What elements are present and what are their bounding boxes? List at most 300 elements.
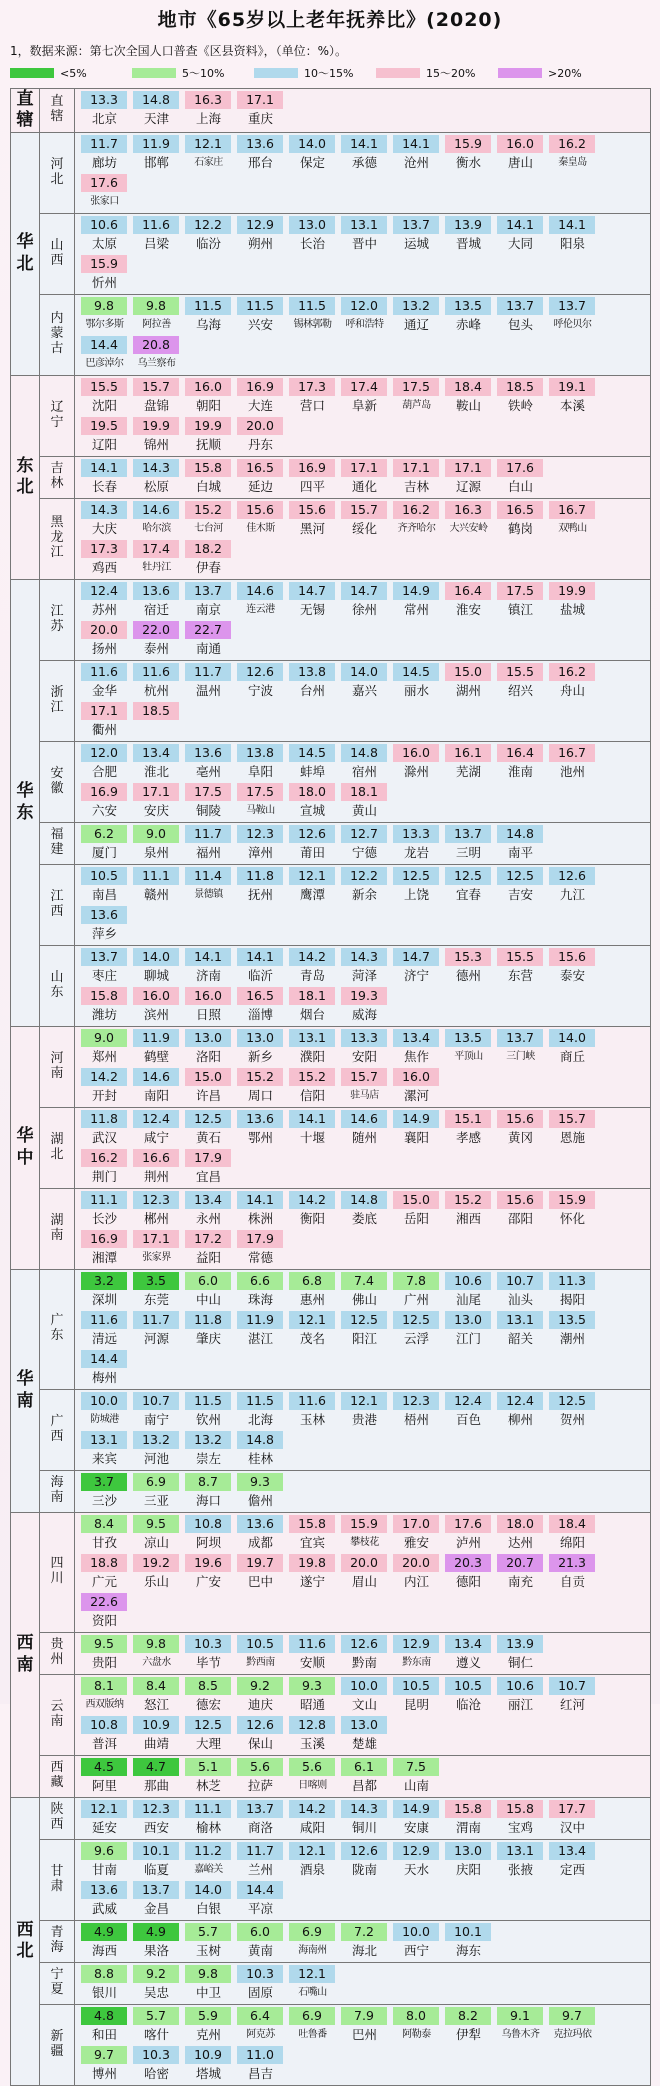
city-name: 郑州 bbox=[91, 1048, 117, 1064]
city-name: 白山 bbox=[507, 478, 533, 494]
city-item bbox=[339, 215, 390, 254]
city-item bbox=[443, 1190, 494, 1229]
city-item bbox=[131, 1514, 182, 1553]
ratio-value: 17.1 bbox=[133, 783, 179, 801]
city-item bbox=[79, 782, 130, 821]
province-row bbox=[11, 1107, 651, 1188]
ratio-value: 9.3 bbox=[237, 1473, 283, 1491]
legend-item bbox=[376, 65, 498, 81]
city-name: 张掖 bbox=[507, 1861, 533, 1877]
city-grid bbox=[79, 662, 650, 740]
city-item bbox=[547, 1799, 598, 1838]
city-name: 珠海 bbox=[247, 1291, 273, 1307]
ratio-value: 11.4 bbox=[185, 867, 231, 885]
city-item bbox=[391, 1634, 442, 1673]
ratio-value: 17.5 bbox=[393, 378, 439, 396]
city-grid bbox=[79, 377, 650, 455]
city-name: 吉安 bbox=[507, 886, 533, 902]
ratio-value: 13.6 bbox=[133, 582, 179, 600]
city-name: 巴中 bbox=[247, 1573, 273, 1589]
ratio-value: 5.1 bbox=[185, 1758, 231, 1776]
legend-label: 10～15% bbox=[304, 67, 354, 80]
city-name: 鹤壁 bbox=[143, 1048, 169, 1064]
city-name: 巴州 bbox=[351, 2026, 377, 2042]
city-item bbox=[79, 1514, 130, 1553]
ratio-value: 9.6 bbox=[81, 1842, 127, 1860]
city-item bbox=[235, 1880, 286, 1919]
city-name: 天水 bbox=[403, 1861, 429, 1877]
city-item bbox=[183, 1310, 234, 1349]
ratio-value: 12.5 bbox=[185, 1110, 231, 1128]
ratio-value: 18.4 bbox=[549, 1515, 595, 1533]
ratio-value: 12.3 bbox=[133, 1191, 179, 1209]
province-name: 广 西 bbox=[50, 1413, 64, 1444]
city-item bbox=[287, 581, 338, 620]
region-name: 西 北 bbox=[16, 1919, 34, 1961]
ratio-value: 14.7 bbox=[393, 948, 439, 966]
city-grid bbox=[79, 1757, 650, 1796]
ratio-value: 10.8 bbox=[185, 1515, 231, 1533]
city-item bbox=[339, 1067, 390, 1106]
ratio-value: 10.8 bbox=[81, 1716, 127, 1734]
city-item bbox=[79, 1028, 130, 1067]
ratio-value: 4.9 bbox=[133, 1923, 179, 1941]
legend-swatch bbox=[132, 68, 176, 78]
city-item bbox=[131, 1799, 182, 1838]
city-name: 铜仁 bbox=[507, 1654, 533, 1670]
city-name: 红河 bbox=[559, 1696, 585, 1712]
city-name: 鹤岗 bbox=[507, 520, 533, 536]
city-name: 苏州 bbox=[91, 601, 117, 617]
city-item bbox=[547, 1028, 598, 1067]
city-name: 益阳 bbox=[195, 1249, 221, 1265]
city-item bbox=[339, 500, 390, 539]
city-item bbox=[391, 1922, 442, 1961]
city-item bbox=[547, 1514, 598, 1553]
city-item bbox=[235, 1190, 286, 1229]
ratio-value: 12.9 bbox=[393, 1635, 439, 1653]
city-name: 吐鲁番 bbox=[298, 2028, 327, 2040]
city-name: 营口 bbox=[299, 397, 325, 413]
city-grid bbox=[79, 1190, 650, 1268]
city-item bbox=[287, 1028, 338, 1067]
city-item bbox=[235, 1634, 286, 1673]
city-name: 塔城 bbox=[195, 2065, 221, 2081]
ratio-value: 13.7 bbox=[133, 1881, 179, 1899]
city-item bbox=[339, 1715, 390, 1754]
ratio-value: 15.7 bbox=[341, 1068, 387, 1086]
city-item bbox=[131, 1676, 182, 1715]
city-item bbox=[131, 2045, 182, 2084]
city-item bbox=[391, 500, 442, 539]
city-item bbox=[131, 620, 182, 659]
city-item bbox=[391, 824, 442, 863]
ratio-value: 13.6 bbox=[81, 1881, 127, 1899]
province-name: 河 南 bbox=[50, 1050, 64, 1081]
city-name: 茂名 bbox=[299, 1330, 325, 1346]
ratio-value: 11.9 bbox=[237, 1311, 283, 1329]
city-name: 庆阳 bbox=[455, 1861, 481, 1877]
ratio-value: 11.2 bbox=[185, 1842, 231, 1860]
city-grid bbox=[79, 1799, 650, 1838]
city-item bbox=[547, 1271, 598, 1310]
city-grid bbox=[79, 1676, 650, 1754]
city-name: 湘潭 bbox=[91, 1249, 117, 1265]
ratio-value: 14.7 bbox=[289, 582, 335, 600]
city-name: 遵义 bbox=[455, 1654, 481, 1670]
city-name: 西双版纳 bbox=[85, 1698, 124, 1710]
city-item bbox=[547, 866, 598, 905]
city-name: 东莞 bbox=[143, 1291, 169, 1307]
region-name: 华 中 bbox=[16, 1126, 34, 1168]
city-item bbox=[131, 1757, 182, 1796]
ratio-value: 15.8 bbox=[185, 459, 231, 477]
city-name: 开封 bbox=[91, 1087, 117, 1103]
city-item bbox=[443, 500, 494, 539]
city-name: 宣城 bbox=[299, 802, 325, 818]
ratio-value: 9.8 bbox=[133, 297, 179, 315]
ratio-value: 13.0 bbox=[185, 1029, 231, 1047]
city-item bbox=[183, 1922, 234, 1961]
region-cell bbox=[11, 579, 40, 1026]
city-name: 邵阳 bbox=[507, 1210, 533, 1226]
city-item bbox=[287, 1799, 338, 1838]
ratio-value: 14.0 bbox=[289, 135, 335, 153]
city-name: 毕节 bbox=[195, 1654, 221, 1670]
city-item bbox=[131, 296, 182, 335]
city-name: 许昌 bbox=[195, 1087, 221, 1103]
city-item bbox=[183, 1676, 234, 1715]
ratio-value: 17.3 bbox=[81, 540, 127, 558]
city-name: 孝感 bbox=[455, 1129, 481, 1145]
city-item bbox=[183, 458, 234, 497]
city-item bbox=[183, 296, 234, 335]
ratio-value: 19.6 bbox=[185, 1554, 231, 1572]
ratio-value: 10.5 bbox=[237, 1635, 283, 1653]
ratio-value: 12.6 bbox=[341, 1635, 387, 1653]
city-item bbox=[79, 296, 130, 335]
ratio-value: 6.9 bbox=[289, 2007, 335, 2025]
ratio-value: 15.8 bbox=[445, 1800, 491, 1818]
city-name: 哈密 bbox=[143, 2065, 169, 2081]
ratio-value: 9.2 bbox=[237, 1677, 283, 1695]
city-item bbox=[287, 1922, 338, 1961]
city-name: 阜阳 bbox=[247, 763, 273, 779]
city-item bbox=[339, 1841, 390, 1880]
city-name: 鄂州 bbox=[247, 1129, 273, 1145]
city-item bbox=[391, 296, 442, 335]
city-name: 阿克苏 bbox=[246, 2028, 275, 2040]
province-row bbox=[11, 498, 651, 579]
city-item bbox=[131, 416, 182, 455]
city-item bbox=[235, 1271, 286, 1310]
province-name: 湖 南 bbox=[50, 1212, 64, 1243]
ratio-value: 17.5 bbox=[237, 783, 283, 801]
region-cell bbox=[11, 1269, 40, 1512]
city-grid bbox=[79, 1964, 650, 2003]
city-name: 宝鸡 bbox=[507, 1819, 533, 1835]
city-item bbox=[235, 377, 286, 416]
city-name: 铜川 bbox=[351, 1819, 377, 1835]
city-item bbox=[131, 1964, 182, 2003]
city-name: 池州 bbox=[559, 763, 585, 779]
city-name: 果洛 bbox=[143, 1942, 169, 1958]
city-name: 长春 bbox=[91, 478, 117, 494]
ratio-value: 16.2 bbox=[81, 1149, 127, 1167]
city-item bbox=[131, 743, 182, 782]
city-item bbox=[443, 1391, 494, 1430]
city-item bbox=[495, 1841, 546, 1880]
city-name: 三沙 bbox=[91, 1492, 117, 1508]
city-name: 保山 bbox=[247, 1735, 273, 1751]
city-item bbox=[547, 134, 598, 173]
city-name: 潮州 bbox=[559, 1330, 585, 1346]
city-item bbox=[443, 1553, 494, 1592]
city-cells bbox=[75, 1962, 651, 2004]
city-name: 南充 bbox=[507, 1573, 533, 1589]
city-item bbox=[79, 416, 130, 455]
city-item bbox=[443, 1109, 494, 1148]
city-item bbox=[287, 986, 338, 1025]
ratio-value: 5.6 bbox=[289, 1758, 335, 1776]
province-cell bbox=[40, 864, 75, 945]
ratio-value: 9.7 bbox=[549, 2007, 595, 2025]
city-name: 拉萨 bbox=[247, 1777, 273, 1793]
city-name: 白银 bbox=[195, 1900, 221, 1916]
ratio-value: 4.7 bbox=[133, 1758, 179, 1776]
city-name: 嘉兴 bbox=[351, 682, 377, 698]
city-name: 陇南 bbox=[351, 1861, 377, 1877]
city-item bbox=[443, 1676, 494, 1715]
ratio-value: 14.3 bbox=[81, 501, 127, 519]
city-item bbox=[79, 1472, 130, 1511]
city-grid bbox=[79, 1472, 650, 1511]
city-name: 平顶山 bbox=[454, 1050, 483, 1062]
city-name: 延边 bbox=[247, 478, 273, 494]
city-item bbox=[443, 866, 494, 905]
city-name: 甘孜 bbox=[91, 1534, 117, 1550]
city-grid bbox=[79, 215, 650, 293]
ratio-value: 14.1 bbox=[185, 948, 231, 966]
city-item bbox=[79, 1430, 130, 1469]
city-cells bbox=[75, 579, 651, 660]
city-item bbox=[547, 743, 598, 782]
city-name: 遂宁 bbox=[299, 1573, 325, 1589]
city-item bbox=[287, 1391, 338, 1430]
city-name: 西安 bbox=[143, 1819, 169, 1835]
ratio-value: 14.1 bbox=[549, 216, 595, 234]
city-item bbox=[131, 1310, 182, 1349]
ratio-value: 13.5 bbox=[549, 1311, 595, 1329]
ratio-value: 10.9 bbox=[185, 2046, 231, 2064]
legend-label: 15～20% bbox=[426, 67, 476, 80]
city-item bbox=[131, 215, 182, 254]
ratio-value: 10.6 bbox=[445, 1272, 491, 1290]
city-name: 儋州 bbox=[247, 1492, 273, 1508]
city-cells bbox=[75, 1632, 651, 1674]
province-cell bbox=[40, 213, 75, 294]
city-cells bbox=[75, 1026, 651, 1107]
city-name: 汉中 bbox=[559, 1819, 585, 1835]
city-item bbox=[131, 1715, 182, 1754]
city-item bbox=[183, 2006, 234, 2045]
city-item bbox=[183, 1634, 234, 1673]
city-item bbox=[495, 866, 546, 905]
ratio-value: 13.2 bbox=[185, 1431, 231, 1449]
city-item bbox=[339, 1028, 390, 1067]
ratio-value: 13.4 bbox=[393, 1029, 439, 1047]
city-name: 佳木斯 bbox=[246, 522, 275, 534]
city-item bbox=[495, 296, 546, 335]
ratio-value: 11.1 bbox=[81, 1191, 127, 1209]
ratio-value: 3.5 bbox=[133, 1272, 179, 1290]
city-name: 玉树 bbox=[195, 1942, 221, 1958]
legend-swatch bbox=[376, 68, 420, 78]
province-name: 浙 江 bbox=[50, 684, 64, 715]
city-name: 铜陵 bbox=[195, 802, 221, 818]
province-name: 四 川 bbox=[50, 1556, 64, 1586]
city-name: 枣庄 bbox=[91, 967, 117, 983]
city-name: 贵港 bbox=[351, 1411, 377, 1427]
city-name: 天津 bbox=[143, 111, 169, 126]
city-item bbox=[443, 1271, 494, 1310]
city-item bbox=[339, 1109, 390, 1148]
city-item bbox=[287, 1841, 338, 1880]
city-name: 鄂尔多斯 bbox=[85, 318, 124, 330]
province-cell bbox=[40, 2004, 75, 2085]
city-item bbox=[391, 743, 442, 782]
city-name: 萍乡 bbox=[91, 925, 117, 941]
city-name: 昭通 bbox=[299, 1696, 325, 1712]
ratio-value: 10.5 bbox=[445, 1677, 491, 1695]
city-name: 咸阳 bbox=[299, 1819, 325, 1835]
city-item bbox=[183, 1109, 234, 1148]
ratio-value: 10.0 bbox=[81, 1392, 127, 1410]
city-name: 牡丹江 bbox=[142, 561, 171, 573]
region-name: 华 南 bbox=[16, 1369, 34, 1411]
ratio-value: 12.6 bbox=[237, 663, 283, 681]
ratio-value: 17.1 bbox=[393, 459, 439, 477]
city-item bbox=[79, 134, 130, 173]
city-item bbox=[391, 1553, 442, 1592]
city-name: 广安 bbox=[195, 1573, 221, 1589]
city-item bbox=[391, 215, 442, 254]
ratio-value: 13.4 bbox=[549, 1842, 595, 1860]
ratio-value: 9.3 bbox=[289, 1677, 335, 1695]
city-name: 保定 bbox=[299, 154, 325, 170]
city-cells bbox=[75, 864, 651, 945]
ratio-value: 19.9 bbox=[185, 417, 231, 435]
province-row bbox=[11, 822, 651, 864]
ratio-value: 17.6 bbox=[497, 459, 543, 477]
province-cell bbox=[40, 579, 75, 660]
city-item bbox=[287, 2006, 338, 2045]
ratio-value: 15.6 bbox=[497, 1191, 543, 1209]
city-name: 龙岩 bbox=[403, 844, 429, 860]
province-row bbox=[11, 294, 651, 375]
city-name: 韶关 bbox=[507, 1330, 533, 1346]
city-item bbox=[443, 377, 494, 416]
city-name: 乐山 bbox=[143, 1573, 169, 1589]
city-name: 泰州 bbox=[143, 640, 169, 656]
city-name: 雅安 bbox=[403, 1534, 429, 1550]
ratio-table bbox=[10, 88, 651, 2086]
city-item bbox=[495, 1310, 546, 1349]
region-name: 华 东 bbox=[16, 781, 34, 823]
ratio-value: 16.0 bbox=[393, 744, 439, 762]
province-row bbox=[11, 1389, 651, 1470]
city-item bbox=[183, 1841, 234, 1880]
city-item bbox=[495, 947, 546, 986]
ratio-value: 16.5 bbox=[237, 459, 283, 477]
city-item bbox=[183, 866, 234, 905]
ratio-value: 13.6 bbox=[237, 135, 283, 153]
city-item bbox=[235, 986, 286, 1025]
ratio-value: 12.4 bbox=[497, 1392, 543, 1410]
ratio-value: 5.7 bbox=[133, 2007, 179, 2025]
city-item bbox=[183, 539, 234, 578]
city-item bbox=[131, 824, 182, 863]
city-name: 三明 bbox=[455, 844, 481, 860]
ratio-value: 15.5 bbox=[497, 663, 543, 681]
province-cell bbox=[40, 1470, 75, 1512]
city-grid bbox=[79, 1028, 650, 1106]
city-name: 朔州 bbox=[247, 235, 273, 251]
city-item bbox=[183, 215, 234, 254]
city-name: 那曲 bbox=[143, 1777, 169, 1793]
city-item bbox=[443, 1514, 494, 1553]
city-item bbox=[235, 2006, 286, 2045]
ratio-value: 15.6 bbox=[237, 501, 283, 519]
city-name: 通化 bbox=[351, 478, 377, 494]
city-item bbox=[235, 1229, 286, 1268]
city-name: 四平 bbox=[299, 478, 325, 494]
city-item bbox=[339, 1634, 390, 1673]
ratio-value: 16.2 bbox=[393, 501, 439, 519]
ratio-value: 13.2 bbox=[393, 297, 439, 315]
city-item bbox=[443, 1310, 494, 1349]
city-item bbox=[547, 947, 598, 986]
city-item bbox=[235, 458, 286, 497]
city-item bbox=[287, 662, 338, 701]
ratio-value: 8.1 bbox=[81, 1677, 127, 1695]
city-item bbox=[547, 377, 598, 416]
city-item bbox=[131, 1841, 182, 1880]
city-name: 阿坝 bbox=[195, 1534, 221, 1550]
city-item bbox=[235, 500, 286, 539]
city-name: 桂林 bbox=[247, 1450, 273, 1466]
ratio-value: 12.3 bbox=[237, 825, 283, 843]
city-item bbox=[339, 1310, 390, 1349]
ratio-value: 16.5 bbox=[237, 987, 283, 1005]
ratio-value: 18.1 bbox=[289, 987, 335, 1005]
ratio-value: 10.7 bbox=[549, 1677, 595, 1695]
city-name: 抚州 bbox=[247, 886, 273, 902]
city-name: 锡林郭勒 bbox=[293, 318, 332, 330]
city-item bbox=[183, 1964, 234, 2003]
city-item bbox=[547, 1676, 598, 1715]
ratio-value: 15.6 bbox=[549, 948, 595, 966]
province-cell bbox=[40, 1512, 75, 1632]
city-name: 亳州 bbox=[195, 763, 221, 779]
city-name: 成都 bbox=[247, 1534, 273, 1550]
city-name: 克州 bbox=[195, 2026, 221, 2042]
city-name: 中山 bbox=[195, 1291, 221, 1307]
city-item bbox=[443, 824, 494, 863]
city-name: 随州 bbox=[351, 1129, 377, 1145]
city-grid bbox=[79, 1922, 650, 1961]
province-row bbox=[11, 89, 651, 133]
